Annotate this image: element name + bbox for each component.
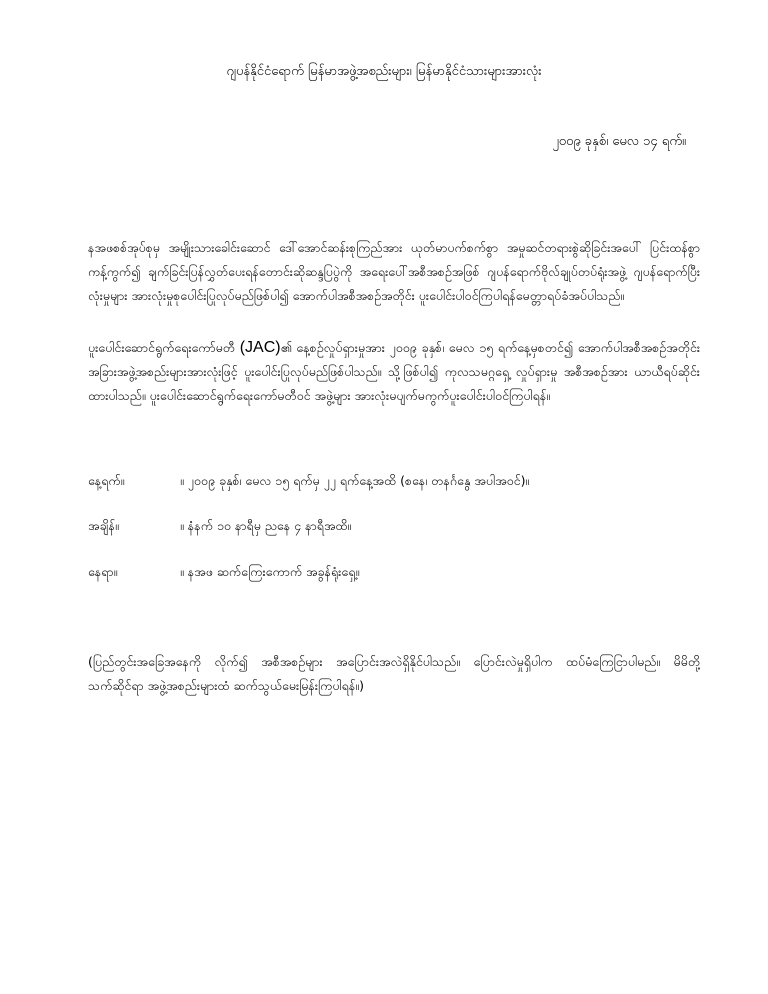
detail-value: ။ ၂၀၀၉ ခုနှစ်၊ မေလ ၁၅ ရက်မှ ၂၂ ရက်နေ့အထိ (စနေ၊ တနင်္ဂနွေ အပါအဝင်)။ <box>180 473 530 488</box>
detail-label: အချိန်။ <box>88 518 119 533</box>
detail-value: ။ နအဖ ဆက်ကြေးကောက် အခွန်ရုံးရှေ့။ <box>180 564 360 579</box>
paragraph-jac <box>88 336 700 408</box>
detail-row-date <box>88 470 529 492</box>
paragraph-announcement <box>88 236 700 308</box>
detail-label: နေ့ရက်။ <box>88 473 125 488</box>
detail-row-time <box>88 515 351 537</box>
detail-row-place <box>88 561 359 583</box>
paragraph-jac-lead: ပူးပေါင်းဆောင်ရွက်ရေးကော်မတီ <box>88 340 235 355</box>
paragraph-announcement-text: နအဖစစ်အုပ်စုမှ အမျိုးသားခေါင်းဆောင် ဒေါ်အောင်ဆန်းစုကြည်အား ယုတ်မာပက်စက်စွာ အမှုဆင်တရားစွဲဆိုခြင်းအပေါ် ပြင်းထန်စွာ ကန့်ကွက်၍ ချက်ခြင်းပြန်လွှတ်ပေးရန်တောင်းဆိုဆန္ဒပြပွဲကို အရေးပေါ်အစီအစဉ်အဖြစ် ဂျပန်ရောက်ဗိုလ်ချုပ်တပ်ရုံးအဖွဲ့ ဂျပန်ရောက်ပြီးလုံးမှုများ အားလုံးမှုစုပေါင်းပြုလုပ်မည်ဖြစ်ပါ၍ အောက်ပါအစီအစဉ်အတိုင်း ပူးပေါင်းပါဝင်ကြပါရန်မေတ္တာရပ်ခံအပ်ပါသည်။ <box>88 240 700 303</box>
document-heading: ဂျပန်နိုင်ငံရောက် မြန်မာအဖွဲ့အစည်းများ၊ မြန်မာနိုင်ငံသားများအားလုံး <box>226 64 542 79</box>
paragraph-notice-text: (ပြည်တွင်းအခြေအနေကို လိုက်၍ အစီအစဉ်များ အပြောင်းအလဲရှိနိုင်ပါသည်။ ပြောင်းလဲမှုရှိပါက ထပ်မံကြေငြာပါမည်။ မိမိတို့ သက်ဆိုင်ရာ အဖွဲ့အစည်းများထံ ဆက်သွယ်မေးမြန်းကြပါရန်။) <box>88 654 700 693</box>
paragraph-notice <box>88 650 700 698</box>
detail-label: နေရာ။ <box>88 564 118 579</box>
detail-value: ။ နံနက် ၁၀ နာရီမှ ညနေ ၄ နာရီအထိ။ <box>180 518 352 533</box>
paragraph-jac-body: ၏ နေ့စဉ်လှုပ်ရှားမှုအား ၂၀၀၉ ခုနှစ်၊ မေလ ၁၅ ရက်နေ့မှစတင်၍ အောက်ပါအစီအစဉ်အတိုင်း အခြားအဖွဲ့အစည်းများအားလုံးဖြင့် ပူးပေါင်းပြုလုပ်မည်ဖြစ်ပါသည်။ သို့ဖြစ်ပါ၍ ကုလသမဂ္ဂရှေ့ လှုပ်ရှားမှု အစီအစဉ်အား ယာယီရပ်ဆိုင်းထားပါသည်။ ပူးပေါင်းဆောင်ရွက်ရေးကော်မတီဝင် အဖွဲ့များ အားလုံးမပျက်မကွက်ပူးပေါင်းပါဝင်ကြပါရန်။ <box>88 340 700 403</box>
document-date: ၂၀၀၉ ခုနှစ်၊ မေလ ၁၄ ရက်။ <box>552 134 686 149</box>
jac-acronym: (JAC) <box>239 339 281 356</box>
